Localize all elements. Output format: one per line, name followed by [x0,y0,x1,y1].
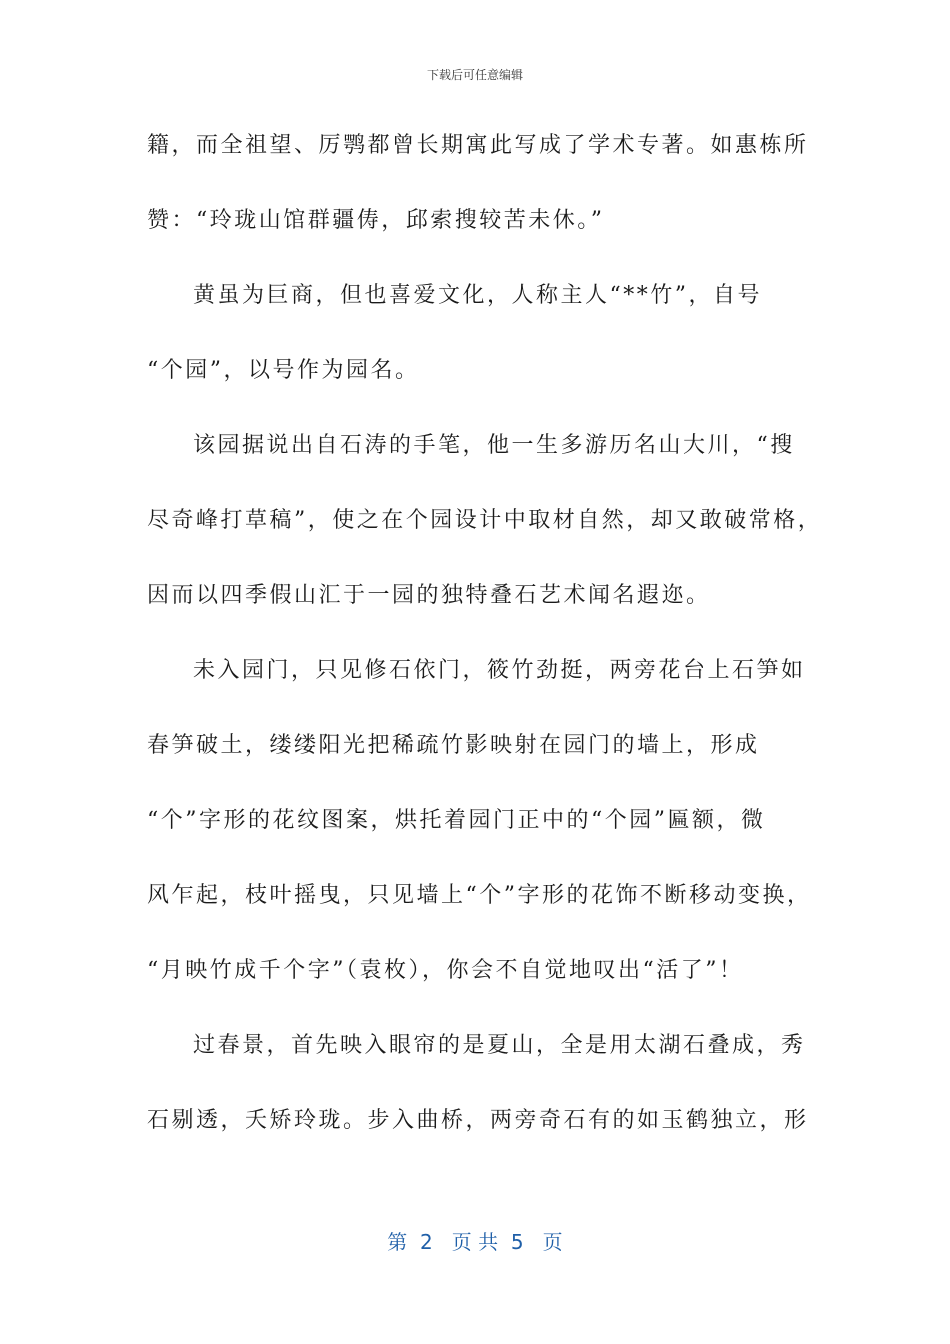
text-line: 尽奇峰打草稿”，使之在个园设计中取材自然，却又敢破常格， [147,508,823,533]
text-line: 石剔透，夭矫玲珑。步入曲桥，两旁奇石有的如玉鹤独立，形 [147,1108,809,1133]
document-body [147,124,823,1174]
text-line: 过春景，首先映入眼帘的是夏山，全是用太湖石叠成，秀 [193,1033,806,1058]
text-line: “个园”，以号作为园名。 [147,358,420,383]
text-line: 春笋破土，缕缕阳光把稀疏竹影映射在园门的墙上，形成 [147,733,760,758]
text-line: 未入园门，只见修石依门，筱竹劲挺，两旁花台上石笋如 [193,658,806,683]
text-line: “个”字形的花纹图案，烘托着园门正中的“个园”匾额，微 [147,808,766,833]
text-line: “月映竹成千个字”（袁枚），你会不自觉地叹出“活了”！ [147,958,744,983]
text-line: 黄虽为巨商，但也喜爱文化，人称主人“**竹”，自号 [193,283,762,308]
text-line: 籍，而全祖望、厉鹗都曾长期寓此写成了学术专著。如惠栋所 [147,133,809,158]
text-line: 赞：“玲珑山馆群疆俦，邱索搜较苦未休。” [147,208,605,233]
text-line: 风乍起，枝叶摇曳，只见墙上“个”字形的花饰不断移动变换， [147,883,812,908]
download-note: 下载后可任意编辑 [426,68,523,82]
text-line: 因而以四季假山汇于一园的独特叠石艺术闻名遐迩。 [147,583,711,608]
text-line: 该园据说出自石涛的手笔，他一生多游历名山大川，“搜 [193,433,795,458]
page-number-footer: 第 2 页 共 5 页 [387,1230,563,1254]
